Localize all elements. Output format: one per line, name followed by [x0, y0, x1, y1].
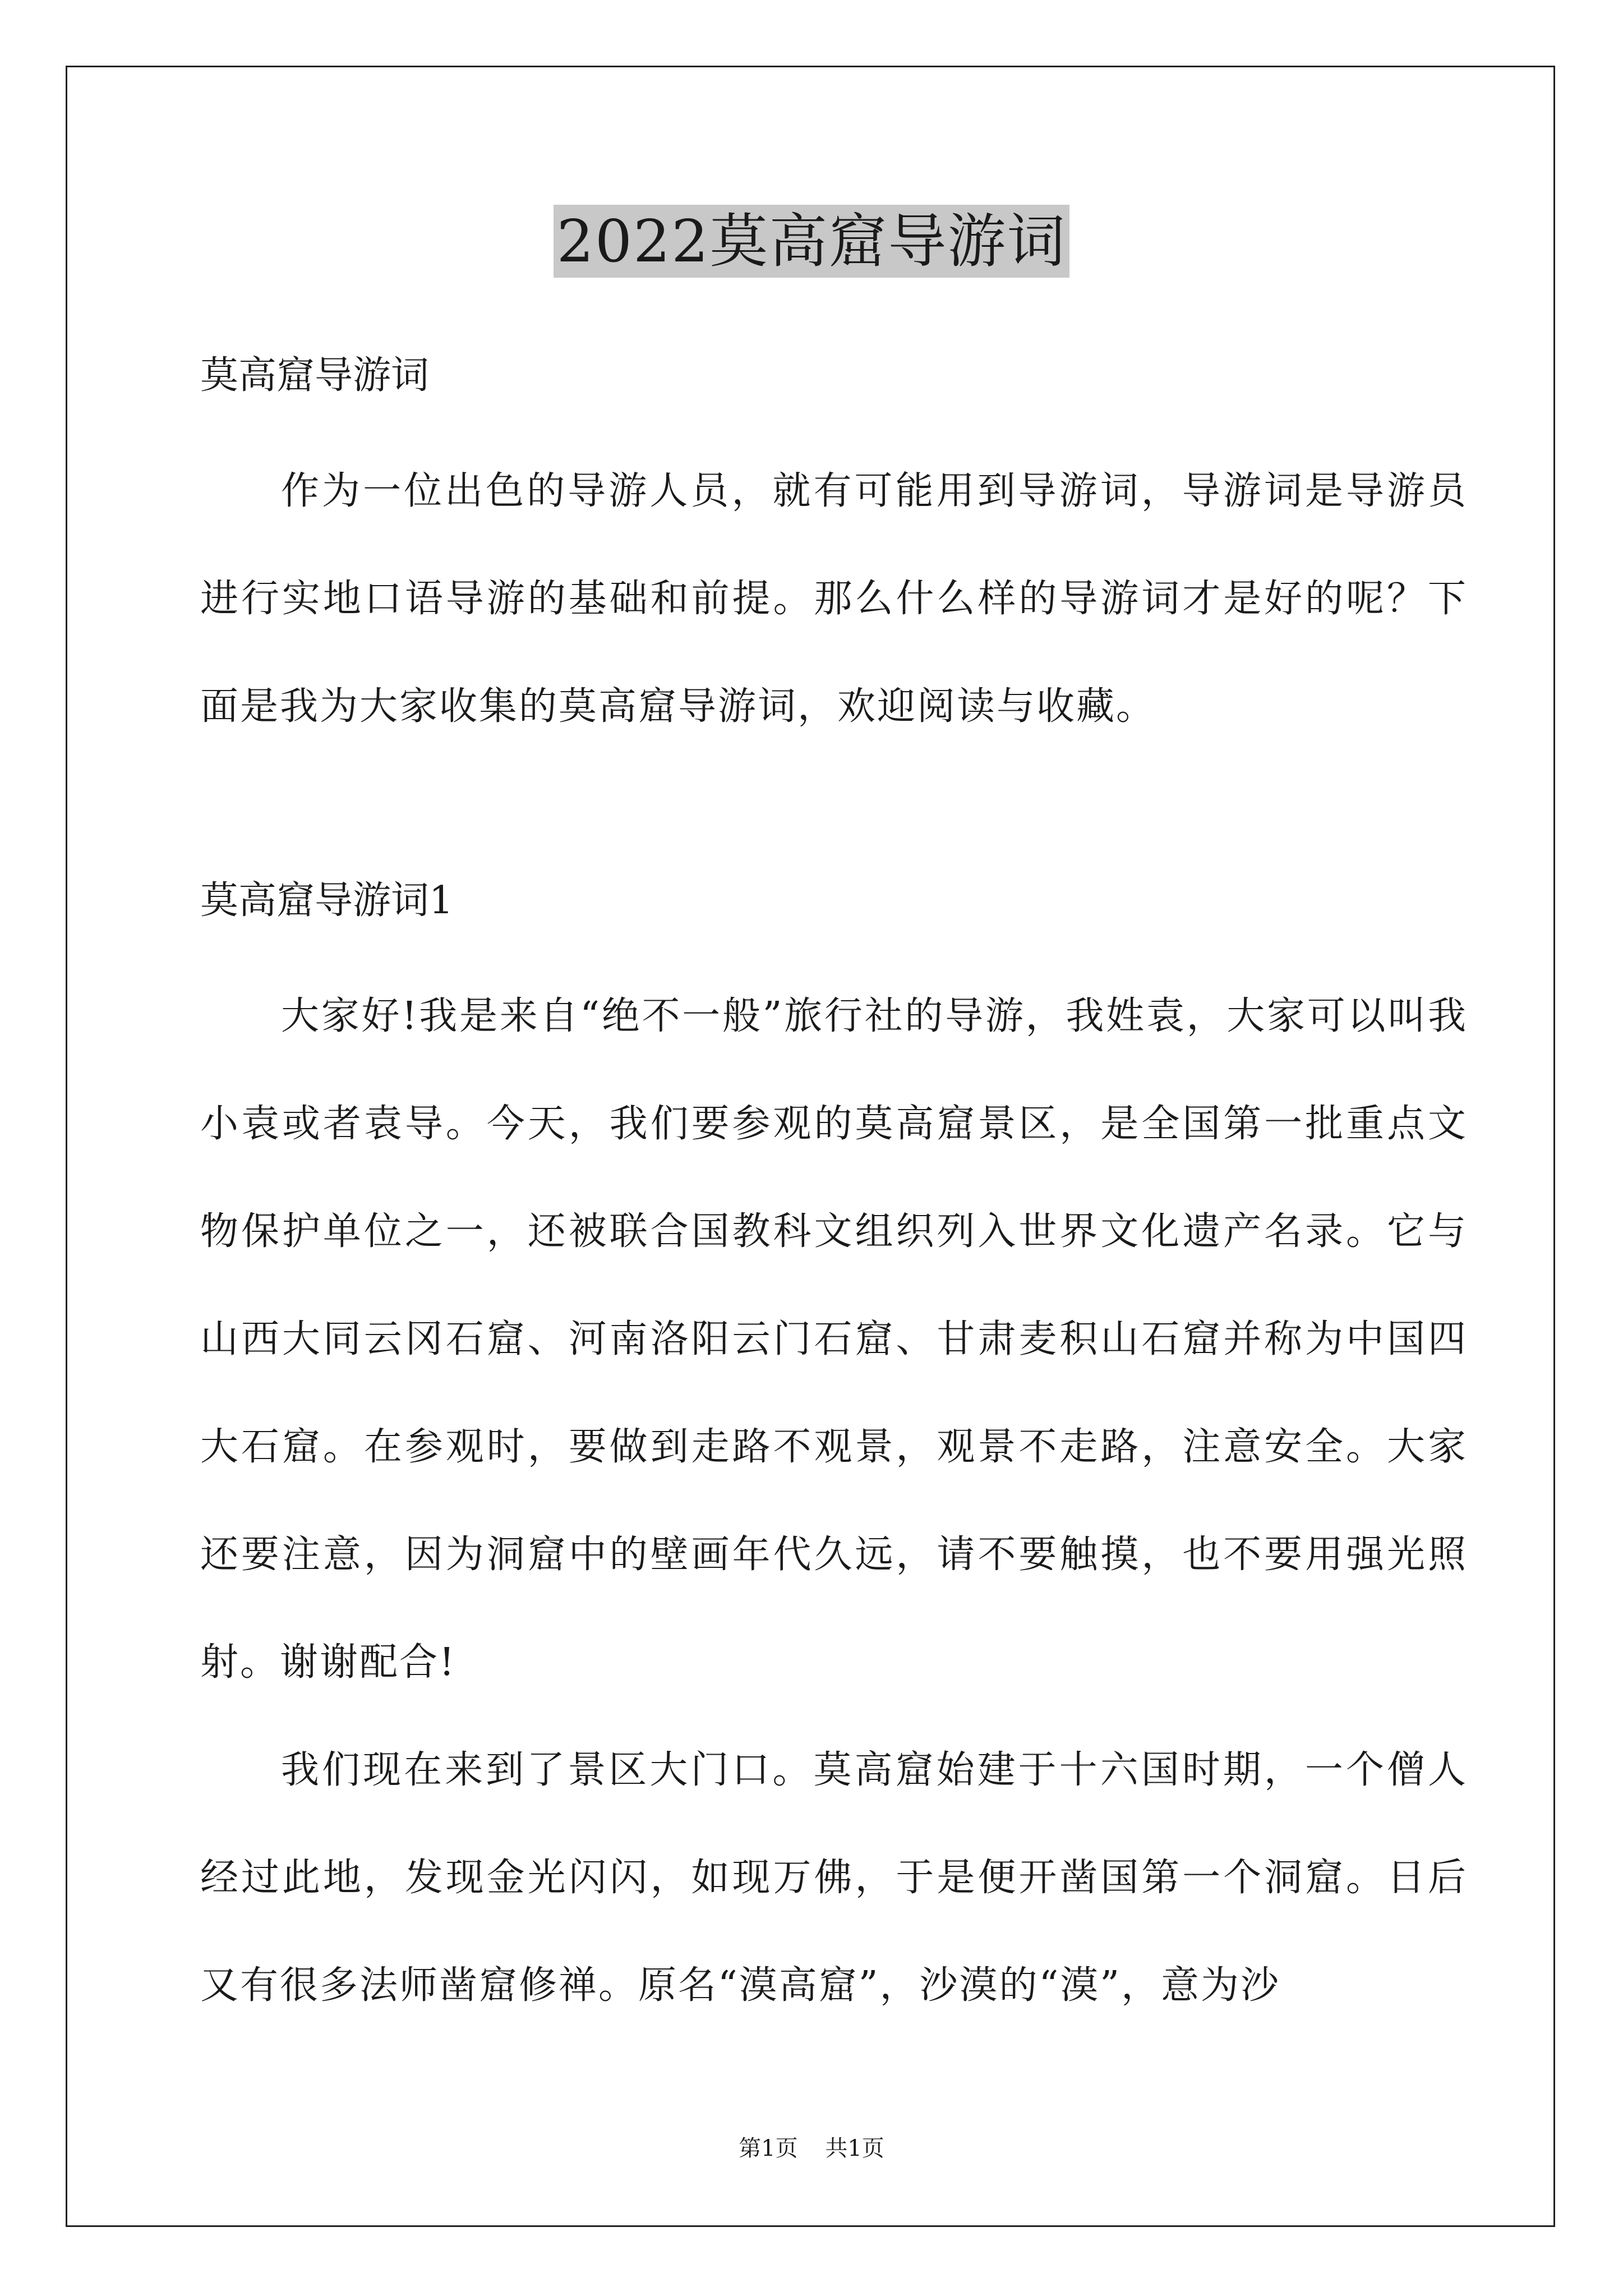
section-heading: 莫高窟导游词1 [200, 878, 454, 923]
document-title: 2022莫高窟导游词 [554, 205, 1070, 278]
page-footer [0, 2134, 1623, 2162]
spacer [200, 404, 1468, 438]
subtitle: 莫高窟导游词 [200, 353, 430, 398]
body-paragraph: 大家好!我是来自“绝不一般”旅行社的导游，我姓袁，大家可以叫我小袁或者袁导。今天，我们要参观的莫高窟景区，是全国第一批重点文物保护单位之一，还被联合国教科文组织列入世界文化遗产名录。它与山西大同云冈石窟、河南洛阳云门石窟、甘肃麦积山石窟并称为中国四大石窟。在参观时，要做到走路不观景，观景不走路，注意安全。大家还要注意，因为洞窟中的壁画年代久远，请不要触摸，也不要用强光照射。谢谢配合! [200, 994, 1468, 1685]
section-spacer [200, 761, 1468, 873]
spacer [200, 929, 1468, 963]
body-paragraph: 我们现在来到了景区大门口。莫高窟始建于十六国时期，一个僧人经过此地，发现金光闪闪，如现万佛，于是便开凿国第一个洞窟。日后又有很多法师凿窟修禅。原名“漠高窟”，沙漠的“漠”，意为沙 [200, 1748, 1468, 2008]
page-number: 第1页 [739, 2136, 798, 2161]
document-body [200, 348, 1468, 2040]
title-wrap [0, 205, 1623, 278]
intro-paragraph: 作为一位出色的导游人员，就有可能用到导游词，导游词是导游员进行实地口语导游的基础和前提。那么什么样的导游词才是好的呢？下面是我为大家收集的莫高窟导游词，欢迎阅读与收藏。 [200, 469, 1468, 729]
page-total: 共1页 [825, 2136, 884, 2161]
